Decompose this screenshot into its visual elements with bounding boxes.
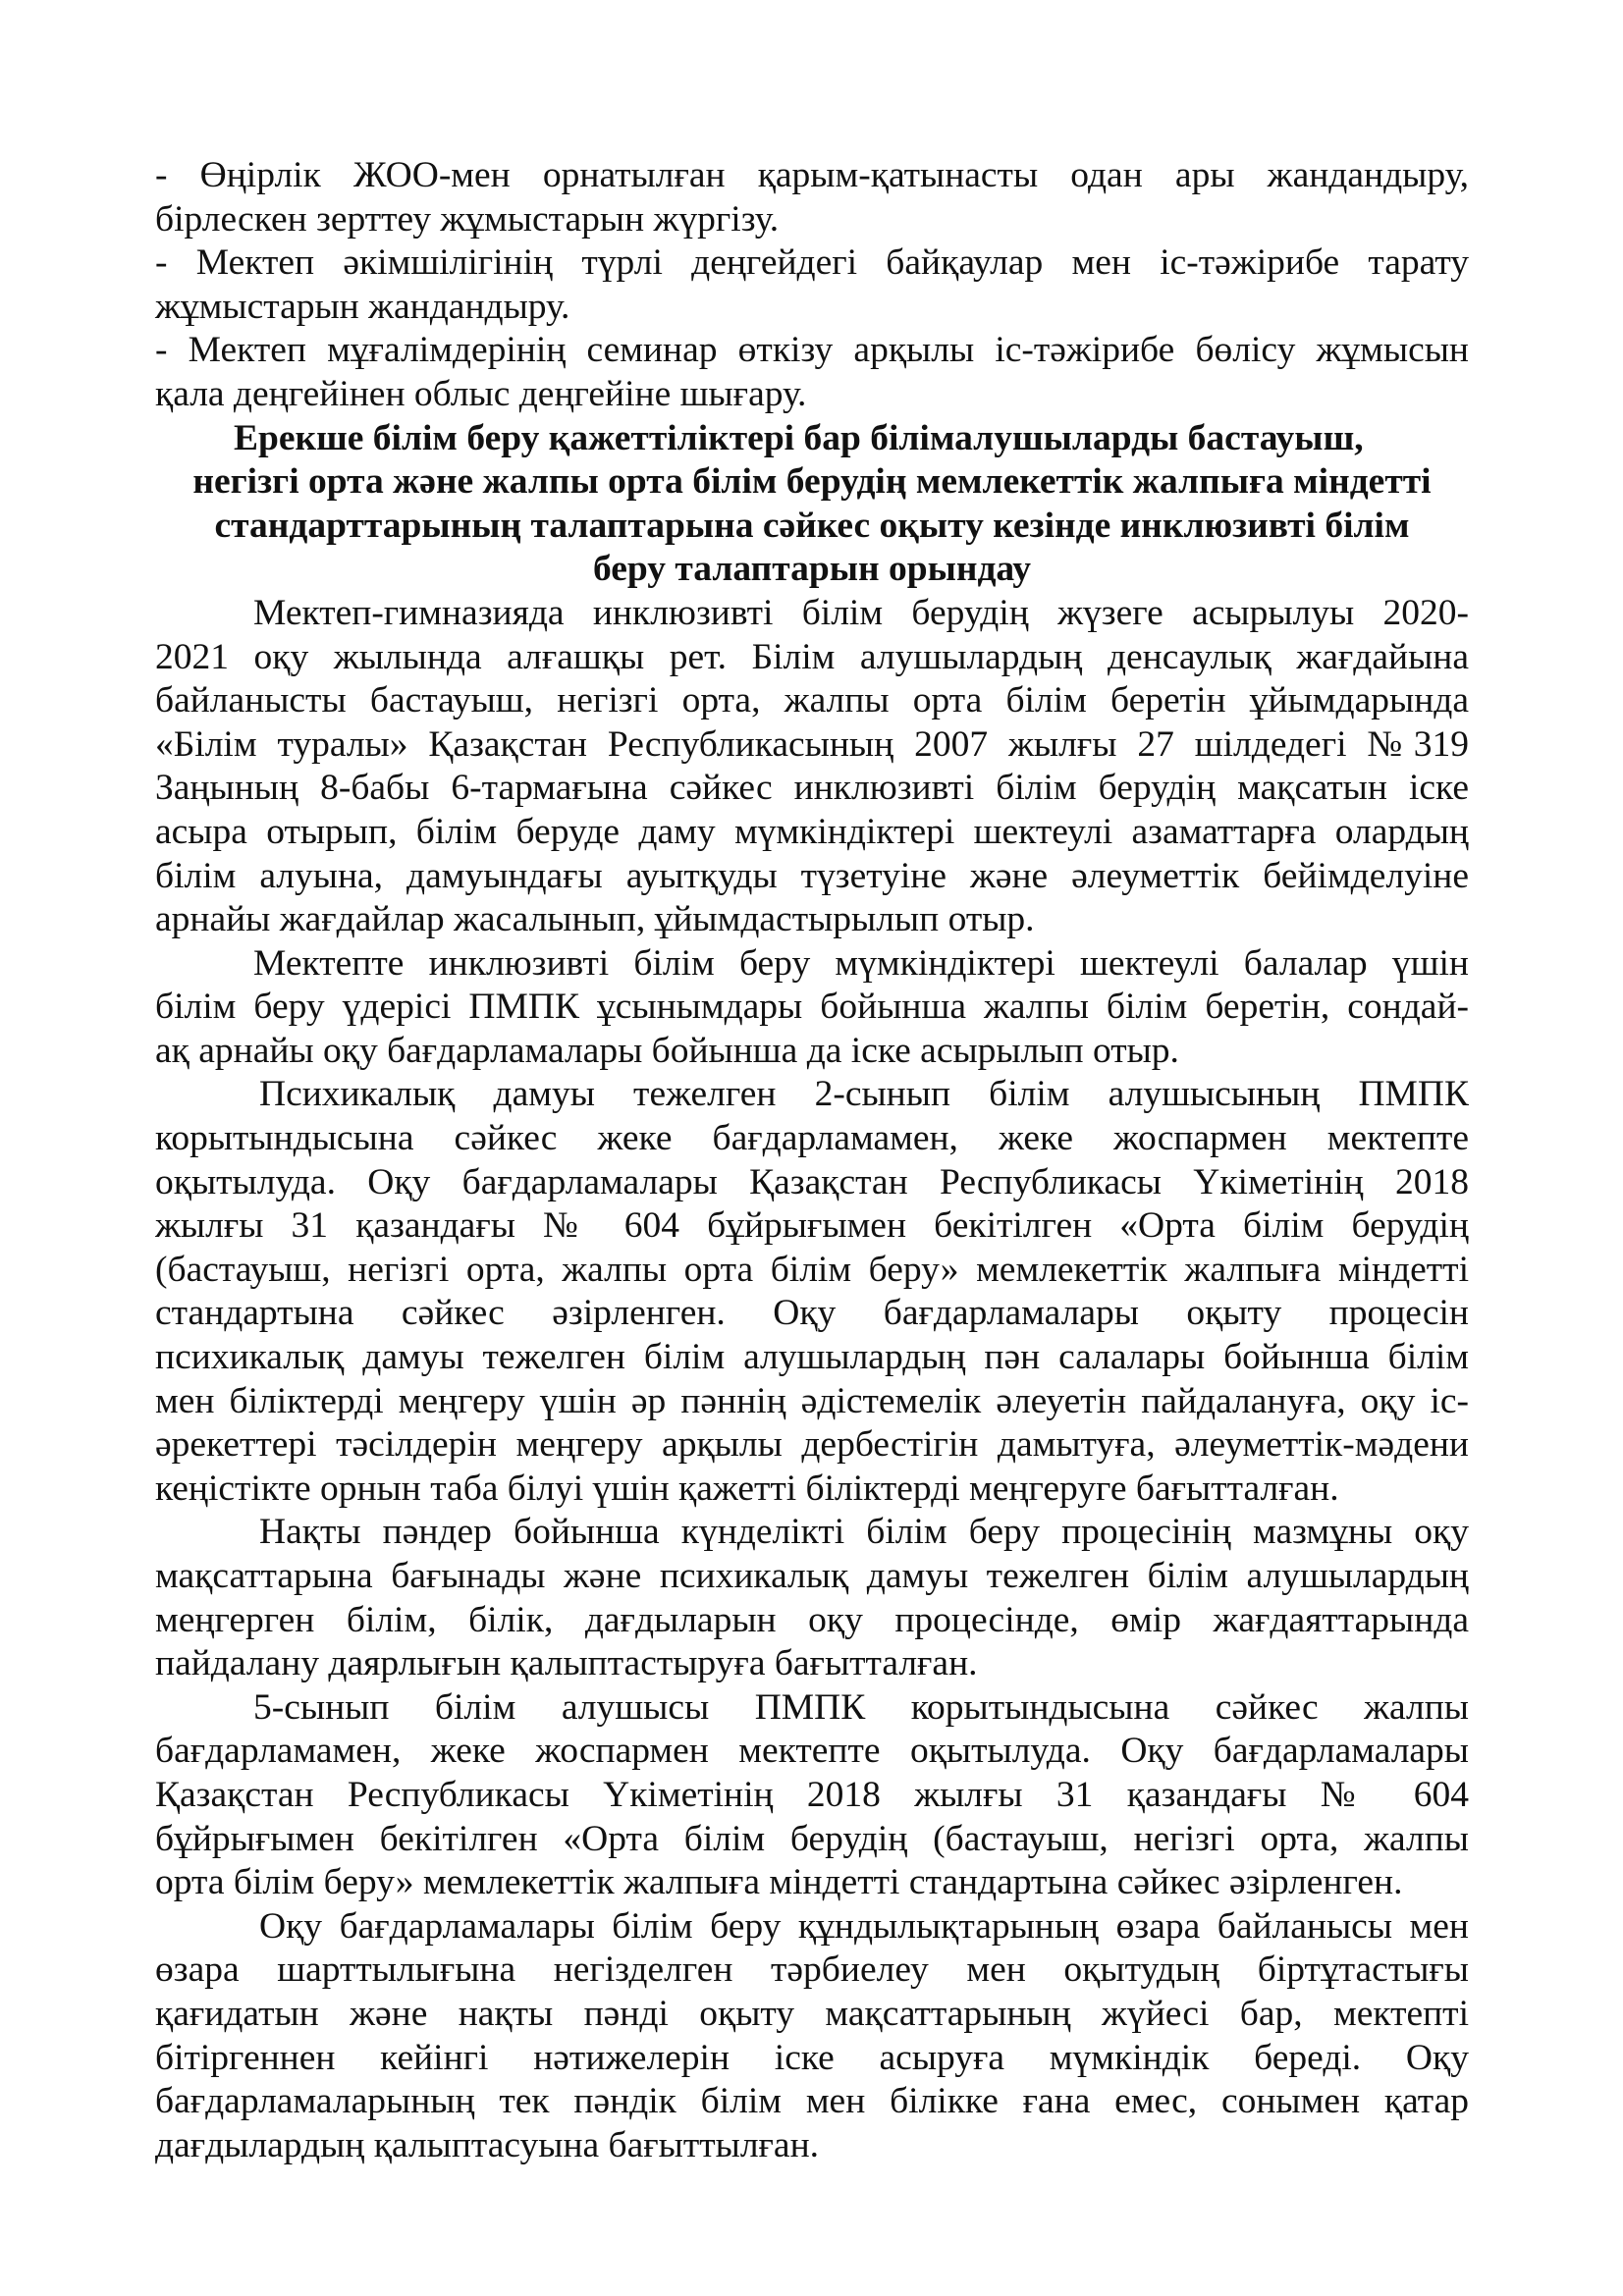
heading-line: стандарттарының талаптарына сәйкес оқыту кезінде инклюзивті білім bbox=[214, 505, 1410, 546]
text-line: корытындысына сәйкес жеке бағдарламамен, жеке жоспармен мектепте bbox=[155, 1118, 1469, 1159]
text-line: арнайы жағдайлар жасалынып, ұйымдастырылып отыр. bbox=[155, 899, 1035, 940]
text-line: Психикалық дамуы тежелген 2-сынып білім алушысының ПМПК bbox=[259, 1074, 1469, 1115]
text-line: меңгерген білім, білік, дағдыларын оқу процесінде, өмір жағдаяттарында bbox=[155, 1599, 1469, 1640]
text-line: бітіргеннен кейінгі нәтижелерін іске асыруға мүмкіндік береді. Оқу bbox=[155, 2037, 1469, 2078]
text-line: орта білім беру» мемлекеттік жалпыға міндетті стандартына сәйкес әзірленген. bbox=[155, 1862, 1403, 1903]
text-line: кеңістікте орнын таба білуі үшін қажетті біліктерді меңгеруге бағытталған. bbox=[155, 1468, 1339, 1509]
paragraph bbox=[155, 1073, 1469, 1511]
text-line: - Мектеп әкімшілігінің түрлі деңгейдегі байқаулар мен іс-тәжірибе тарату bbox=[155, 242, 1469, 284]
text-line: Нақты пәндер бойынша күнделікті білім беру процесінің мазмұны оқу bbox=[259, 1512, 1469, 1553]
text-line: - Мектеп мұғалімдерінің семинар өткізу арқылы іс-тәжірибе бөлісу жұмысын bbox=[155, 330, 1469, 371]
text-line: білім алуына, дамуындағы ауытқуды түзетуіне және әлеуметтік бейімделуіне bbox=[155, 855, 1469, 896]
text-line: байланысты бастауыш, негізгі орта, жалпы орта білім беретін ұйымдарында bbox=[155, 680, 1469, 721]
paragraph bbox=[155, 1686, 1469, 1905]
list-item bbox=[155, 329, 1469, 416]
text-line: мен біліктерді меңгеру үшін әр пәннің әдістемелік әлеуетін пайдалануға, оқу іс- bbox=[155, 1380, 1469, 1421]
text-line: бағдарламамен, жеке жоспармен мектепте оқытылуда. Оқу бағдарламалары bbox=[155, 1731, 1469, 1772]
text-line: Қазақстан Республикасы Үкіметінің 2018 жылғы 31 қазандағы № 604 bbox=[155, 1774, 1469, 1815]
heading-line: Ерекше білім беру қажеттіліктері бар білімалушыларды бастауыш, bbox=[234, 417, 1364, 458]
text-line: қала деңгейінен облыс деңгейіне шығару. bbox=[155, 373, 807, 414]
list-item bbox=[155, 241, 1469, 329]
paragraph bbox=[155, 1511, 1469, 1685]
text-line: асыра отырып, білім беруде даму мүмкіндіктері шектеулі азаматтарға олардың bbox=[155, 811, 1469, 852]
heading-line: беру талаптарын орындау bbox=[592, 549, 1032, 590]
paragraph bbox=[155, 592, 1469, 942]
document-page bbox=[155, 154, 1469, 2167]
text-line: Мектепте инклюзивті білім беру мүмкіндіктері шектеулі балалар үшін bbox=[253, 942, 1469, 984]
text-line: Заңының 8-бабы 6-тармағына сәйкес инклюзивті білім берудің мақсатын іске bbox=[155, 768, 1469, 809]
text-line: білім беру үдерісі ПМПК ұсынымдары бойынша жалпы білім беретін, сондай- bbox=[155, 987, 1469, 1028]
text-line: оқытылуда. Оқу бағдарламалары Қазақстан Республикасы Үкіметінің 2018 bbox=[155, 1161, 1469, 1202]
heading-line: негізгі орта және жалпы орта білім берудің мемлекеттік жалпыға міндетті bbox=[192, 461, 1432, 503]
text-line: дағдылардың қалыптасуына бағыттылған. bbox=[155, 2124, 820, 2165]
text-line: бірлескен зерттеу жұмыстарын жүргізу. bbox=[155, 198, 780, 240]
text-line: - Өңірлік ЖОО-мен орнатылған қарым-қатынасты одан ары жандандыру, bbox=[155, 155, 1469, 195]
text-line: стандартына сәйкес әзірленген. Оқу бағдарламалары оқыту процесін bbox=[155, 1293, 1469, 1334]
text-line: жұмыстарын жандандыру. bbox=[155, 286, 570, 327]
text-line: Мектеп-гимназияда инклюзивті білім берудің жүзеге асырылуы 2020- bbox=[253, 592, 1469, 633]
text-line: ақ арнайы оқу бағдарламалары бойынша да іске асырылып отыр. bbox=[155, 1030, 1179, 1071]
text-line: 5-сынып білім алушысы ПМПК корытындысына сәйкес жалпы bbox=[253, 1686, 1469, 1728]
text-line: пайдалану даярлығын қалыптастыруға бағытталған. bbox=[155, 1643, 978, 1684]
text-line: «Білім туралы» Қазақстан Республикасының 2007 жылғы 27 шілдедегі №319 bbox=[155, 723, 1469, 765]
text-line: (бастауыш, негізгі орта, жалпы орта білім беру» мемлекеттік жалпыға міндетті bbox=[155, 1249, 1469, 1290]
text-line: қағидатын және нақты пәнді оқыту мақсаттарының жүйесі бар, мектепті bbox=[155, 1993, 1469, 2034]
text-line: Оқу бағдарламалары білім беру құндылықтарының өзара байланысы мен bbox=[259, 1905, 1469, 1947]
paragraph bbox=[155, 1905, 1469, 2168]
text-line: психикалық дамуы тежелген білім алушылардың пән салалары бойынша білім bbox=[155, 1337, 1469, 1378]
paragraph bbox=[155, 942, 1469, 1074]
text-line: мақсаттарына бағынады және психикалық дамуы тежелген білім алушылардың bbox=[155, 1556, 1469, 1596]
text-line: жылғы 31 қазандағы № 604 бұйрығымен бекітілген «Орта білім берудің bbox=[155, 1205, 1469, 1247]
text-line: бағдарламаларының тек пәндік білім мен білікке ғана емес, сонымен қатар bbox=[155, 2081, 1469, 2122]
section-heading bbox=[155, 417, 1469, 592]
text-line: әрекеттері тәсілдерін меңгеру арқылы дербестігін дамытуға, әлеуметтік-мәдени bbox=[155, 1424, 1469, 1466]
text-line: өзара шарттылығына негізделген тәрбиелеу мен оқытудың біртұтастығы bbox=[155, 1949, 1469, 1991]
list-item bbox=[155, 154, 1469, 241]
text-line: бұйрығымен бекітілген «Орта білім берудің (бастауыш, негізгі орта, жалпы bbox=[155, 1818, 1469, 1859]
text-line: 2021 оқу жылында алғашқы рет. Білім алушылардың денсаулық жағдайына bbox=[155, 636, 1469, 677]
